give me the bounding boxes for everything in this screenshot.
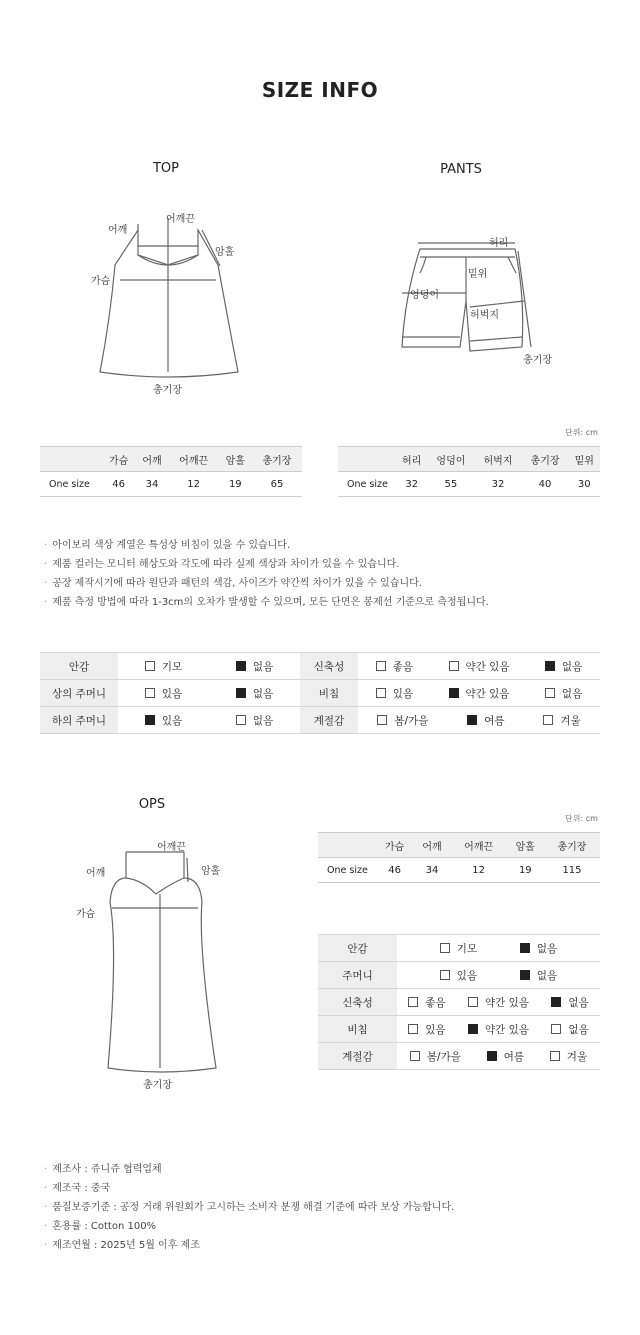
checkbox-icon	[376, 688, 386, 698]
checkbox-icon	[545, 688, 555, 698]
option-checkbox[interactable]: 좋음	[408, 995, 445, 1010]
attr-row	[318, 935, 600, 962]
option-checkbox[interactable]: 좋음	[376, 659, 413, 674]
table-cell: 46	[102, 472, 135, 497]
option-checkbox[interactable]: 봄/가을	[410, 1049, 461, 1064]
ops-strap-label: 어깨끈	[157, 842, 186, 853]
page-title: SIZE INFO	[261, 78, 379, 102]
option-checkbox[interactable]: 있음	[376, 686, 413, 701]
option-checkbox[interactable]: 없음	[551, 1022, 588, 1037]
checkbox-icon	[520, 943, 530, 953]
table-cell: 12	[451, 858, 507, 883]
ops-length-label: 총기장	[143, 1080, 172, 1091]
option-checkbox[interactable]: 없음	[520, 941, 557, 956]
pants-rise-label: 밑위	[468, 269, 488, 280]
attr-label: 신축성	[300, 653, 358, 680]
checkbox-icon	[408, 997, 418, 1007]
checkbox-icon	[376, 661, 386, 671]
checkbox-icon	[145, 715, 155, 725]
checkbox-icon	[449, 661, 459, 671]
attr-row	[40, 707, 600, 734]
column-header: 허리	[396, 447, 427, 472]
row-header: One size	[40, 472, 102, 497]
option-checkbox[interactable]: 없음	[236, 659, 273, 674]
attr-label: 안감	[318, 935, 397, 962]
option-checkbox[interactable]: 있음	[408, 1022, 445, 1037]
checkbox-icon	[236, 715, 246, 725]
table-cell: 32	[396, 472, 427, 497]
checkbox-icon	[487, 1051, 497, 1061]
row-header: One size	[318, 858, 376, 883]
ops-armhole-label: 암홀	[201, 866, 221, 877]
attr-row	[318, 1016, 600, 1043]
pants-section-label: PANTS	[440, 162, 482, 177]
ops-attribute-table	[318, 934, 600, 1070]
checkbox-icon	[408, 1024, 418, 1034]
unit-label: 단위: cm	[565, 428, 598, 437]
checkbox-icon	[410, 1051, 420, 1061]
checkbox-icon	[145, 688, 155, 698]
table-cell: 30	[569, 472, 600, 497]
column-header: 어깨	[135, 447, 168, 472]
checkbox-icon	[468, 1024, 478, 1034]
table-cell: 46	[376, 858, 413, 883]
checkbox-icon	[236, 688, 246, 698]
table-cell: 40	[522, 472, 569, 497]
ops-size-table	[318, 832, 600, 883]
column-header: 엉덩이	[427, 447, 474, 472]
checkbox-icon	[449, 688, 459, 698]
option-checkbox[interactable]: 없음	[545, 686, 582, 701]
column-header: 총기장	[252, 447, 302, 472]
pants-hip-label: 엉덩이	[410, 290, 439, 301]
column-header: 가슴	[102, 447, 135, 472]
checkbox-icon	[551, 997, 561, 1007]
checkbox-icon	[145, 661, 155, 671]
attr-row	[318, 962, 600, 989]
attr-label: 주머니	[318, 962, 397, 989]
ops-shoulder-label: 어깨	[86, 868, 106, 879]
table-cell: 12	[169, 472, 219, 497]
option-checkbox[interactable]: 겨울	[550, 1049, 587, 1064]
product-info-item: · 품질보증기준 : 공정 거래 위원회가 고시하는 소비자 분쟁 해결 기준에 따라 보상 가능합니다.	[44, 1198, 604, 1217]
table-cell: 55	[427, 472, 474, 497]
product-info-item: · 혼용률 : Cotton 100%	[44, 1217, 604, 1236]
table-cell: 34	[413, 858, 450, 883]
attr-row	[40, 653, 600, 680]
top-length-label: 총기장	[153, 385, 182, 396]
attr-label: 신축성	[318, 989, 397, 1016]
product-info-list	[44, 1160, 604, 1255]
option-checkbox[interactable]: 기모	[440, 941, 477, 956]
top-shoulder-label: 어깨	[108, 225, 128, 236]
option-checkbox[interactable]: 있음	[145, 713, 182, 728]
pants-length-label: 총기장	[523, 355, 552, 366]
option-checkbox[interactable]: 있음	[440, 968, 477, 983]
table-cell: 19	[219, 472, 252, 497]
option-checkbox[interactable]: 없음	[520, 968, 557, 983]
attr-label: 계절감	[318, 1043, 397, 1070]
checkbox-icon	[520, 970, 530, 980]
option-checkbox[interactable]: 약간 있음	[449, 659, 510, 674]
product-info-item: · 제조연월 : 2025년 5월 이후 제조	[44, 1236, 604, 1255]
option-checkbox[interactable]: 없음	[236, 686, 273, 701]
product-info-item: · 제조국 : 중국	[44, 1179, 604, 1198]
option-checkbox[interactable]: 봄/가을	[377, 713, 428, 728]
pants-waist-label: 허리	[489, 238, 509, 249]
table-cell: 34	[135, 472, 168, 497]
table-row	[338, 472, 600, 497]
checkbox-icon	[440, 970, 450, 980]
option-checkbox[interactable]: 겨울	[543, 713, 580, 728]
attr-label: 안감	[40, 653, 118, 680]
checkbox-icon	[468, 997, 478, 1007]
checkbox-icon	[545, 661, 555, 671]
column-header: 밑위	[569, 447, 600, 472]
product-info-item: · 제조사 : 쥬니쥬 협력업체	[44, 1160, 604, 1179]
column-header: 어깨	[413, 833, 450, 858]
table-cell: 115	[544, 858, 600, 883]
notes-list	[44, 536, 604, 612]
checkbox-icon	[377, 715, 387, 725]
checkbox-icon	[550, 1051, 560, 1061]
top-armhole-label: 암홀	[215, 247, 235, 258]
option-checkbox[interactable]: 약간 있음	[468, 995, 529, 1010]
top-size-table	[40, 446, 302, 497]
option-checkbox[interactable]: 있음	[145, 686, 182, 701]
checkbox-icon	[551, 1024, 561, 1034]
fabric-attribute-table	[40, 652, 600, 734]
option-checkbox[interactable]: 여름	[487, 1049, 524, 1064]
attr-row	[40, 680, 600, 707]
ops-chest-label: 가슴	[76, 909, 96, 920]
note-item: · 제품 측정 방법에 따라 1-3cm의 오차가 발생할 수 있으며, 모든 단면은 봉제선 기준으로 측정됩니다.	[44, 593, 604, 612]
checkbox-icon	[236, 661, 246, 671]
option-checkbox[interactable]: 약간 있음	[449, 686, 510, 701]
pants-thigh-label: 허벅지	[470, 310, 499, 321]
column-header: 암홀	[219, 447, 252, 472]
note-item: · 아이보리 색상 계열은 특성상 비침이 있을 수 있습니다.	[44, 536, 604, 555]
checkbox-icon	[467, 715, 477, 725]
table-row	[40, 472, 302, 497]
ops-unit-label: 단위: cm	[565, 814, 598, 823]
table-cell: 32	[474, 472, 521, 497]
option-checkbox[interactable]: 약간 있음	[468, 1022, 529, 1037]
column-header: 어깨끈	[169, 447, 219, 472]
column-header: 총기장	[544, 833, 600, 858]
option-checkbox[interactable]: 없음	[545, 659, 582, 674]
attr-label: 비침	[300, 680, 358, 707]
ops-section-label: OPS	[138, 797, 166, 812]
note-item: · 공장 제작시기에 따라 원단과 패턴의 색감, 사이즈가 약간씩 차이가 있을 수 있습니다.	[44, 574, 604, 593]
column-header: 총기장	[522, 447, 569, 472]
top-chest-label: 가슴	[91, 276, 111, 287]
option-checkbox[interactable]: 없음	[236, 713, 273, 728]
attr-label: 계절감	[300, 707, 358, 734]
table-cell: 19	[507, 858, 544, 883]
table-row	[318, 858, 600, 883]
attr-row	[318, 1043, 600, 1070]
attr-label: 비침	[318, 1016, 397, 1043]
column-header: 암홀	[507, 833, 544, 858]
pants-size-table	[338, 446, 600, 497]
checkbox-icon	[543, 715, 553, 725]
attr-label: 하의 주머니	[40, 707, 118, 734]
row-header: One size	[338, 472, 396, 497]
column-header: 어깨끈	[451, 833, 507, 858]
checkbox-icon	[440, 943, 450, 953]
note-item: · 제품 컬러는 모니터 해상도와 각도에 따라 실제 색상과 차이가 있을 수 있습니다.	[44, 555, 604, 574]
option-checkbox[interactable]: 여름	[467, 713, 504, 728]
top-section-label: TOP	[152, 161, 179, 176]
table-cell: 65	[252, 472, 302, 497]
column-header: 가슴	[376, 833, 413, 858]
attr-row	[318, 989, 600, 1016]
option-checkbox[interactable]: 기모	[145, 659, 182, 674]
option-checkbox[interactable]: 없음	[551, 995, 588, 1010]
attr-label: 상의 주머니	[40, 680, 118, 707]
column-header: 허벅지	[474, 447, 521, 472]
top-strap-label: 어깨끈	[166, 214, 195, 225]
